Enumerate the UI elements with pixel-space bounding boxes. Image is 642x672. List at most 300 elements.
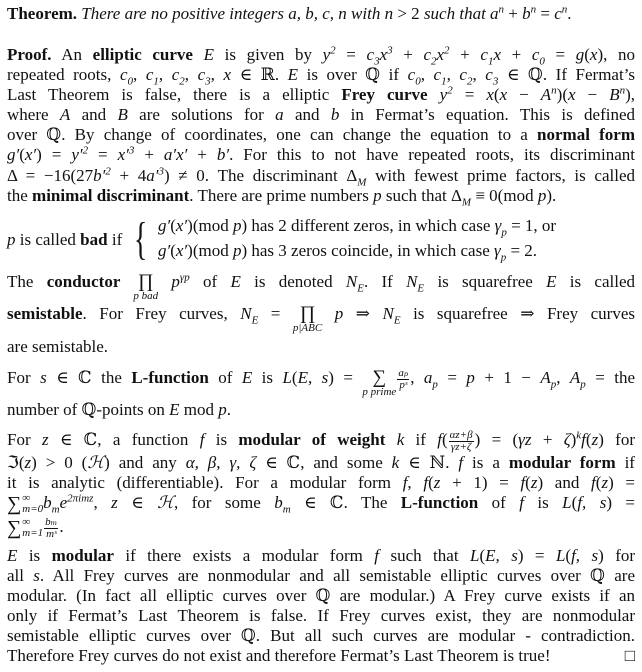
- math-italic: e: [59, 493, 68, 512]
- math-italic: B: [609, 85, 620, 104]
- text: For: [7, 430, 42, 449]
- math-italic: z: [530, 473, 538, 492]
- math-italic: f: [458, 453, 464, 472]
- bold-term: modular of weight: [238, 430, 397, 449]
- text: mod: [179, 400, 219, 419]
- text: (: [525, 473, 531, 492]
- math-italic: p: [171, 272, 180, 291]
- text: Therefore Frey curves do not exist and therefore Fermat’s Last Theorem is true!: [7, 646, 551, 665]
- bold-term: elliptic curve: [92, 45, 204, 64]
- math-italic: g′: [158, 241, 171, 260]
- operator-limit: p bad: [133, 290, 159, 302]
- math-italic: s: [33, 566, 40, 585]
- subscript: p: [580, 378, 586, 391]
- text: An: [51, 45, 93, 64]
- upper-limit: ∞: [22, 516, 31, 529]
- proof-line: [7, 44, 635, 66]
- math-italic: g′: [7, 145, 20, 164]
- math-italic: f: [591, 473, 596, 492]
- math-italic: b: [522, 4, 531, 23]
- fraction: [397, 368, 409, 391]
- text: ,: [133, 65, 146, 84]
- qed-symbol: □: [624, 646, 635, 665]
- math-italic: L: [562, 493, 572, 512]
- sum-limits: [22, 517, 43, 539]
- text: ∈ ℚ. If Fermat’s: [498, 65, 636, 84]
- math-italic: γz: [518, 430, 532, 449]
- text: ⇒: [343, 304, 383, 323]
- math-italic: E: [169, 400, 180, 419]
- math-italic: z: [111, 493, 118, 512]
- text: ∈ ℂ. The: [290, 493, 401, 512]
- sum-limits: [22, 493, 43, 515]
- math-italic: a: [275, 105, 284, 124]
- text: are semistable.: [7, 337, 109, 356]
- big-operator: [293, 303, 322, 334]
- text: ).: [546, 186, 557, 205]
- subscript: m: [51, 503, 60, 516]
- proof-line: [7, 336, 635, 358]
- subscript: 1: [153, 75, 159, 88]
- math-italic: x′: [175, 216, 188, 235]
- proof-line: [7, 645, 635, 667]
- text: if there exists a modular form: [113, 546, 375, 565]
- subscript: 2: [466, 75, 473, 88]
- text: is: [252, 368, 283, 387]
- text: (: [441, 430, 448, 449]
- math-italic: f: [519, 493, 524, 512]
- math-italic: y: [322, 45, 331, 64]
- math-italic: f, s: [571, 546, 599, 565]
- text: repeated roots,: [7, 65, 120, 84]
- superscript: 2: [105, 165, 111, 178]
- math-italic: z: [41, 430, 49, 449]
- math-italic: y′: [71, 145, 83, 164]
- text: .: [59, 517, 64, 536]
- text: +: [392, 45, 424, 64]
- text: (: [170, 216, 176, 235]
- math-italic: c: [171, 65, 180, 84]
- bold-term: modular: [51, 546, 114, 565]
- proof-line: [7, 366, 636, 398]
- fraction: [449, 430, 474, 453]
- superscript: n: [551, 84, 557, 97]
- text: = 2.: [506, 241, 538, 260]
- subscript: M: [461, 196, 472, 209]
- text: =: [258, 304, 293, 323]
- denominator: mˢ: [46, 527, 57, 540]
- subscript: 3: [374, 55, 380, 68]
- math-italic: N: [406, 272, 418, 291]
- text: ) =: [606, 493, 635, 512]
- text: [322, 304, 335, 323]
- math-italic: z: [24, 453, 32, 472]
- math-italic: L: [469, 546, 480, 565]
- subscript: 1: [487, 55, 494, 68]
- proof-line: [7, 303, 635, 334]
- proof-line: [7, 625, 635, 647]
- bold-term: bad: [80, 230, 108, 249]
- text: and: [70, 105, 118, 124]
- operator-symbol: ∑: [372, 367, 387, 388]
- math-italic: c: [554, 4, 562, 23]
- bold-term: L-function: [400, 493, 479, 512]
- math-italic: E, s: [297, 368, 329, 387]
- proof-line: [7, 516, 635, 538]
- bold-term: normal form: [537, 125, 635, 144]
- text: it is analytic (differentiable). For a modular form: [7, 473, 403, 492]
- text: ) for: [598, 430, 635, 449]
- proof-line: [7, 605, 635, 627]
- math-italic: p: [232, 241, 242, 260]
- text: . For this to not have repeated roots, its discriminant: [229, 145, 635, 164]
- math-italic: y: [439, 85, 448, 104]
- text: ∈ ℂ, a function: [48, 430, 200, 449]
- math-italic: b: [330, 105, 340, 124]
- text: =: [88, 145, 118, 164]
- math-italic: ℋ: [157, 493, 174, 512]
- text: only if Fermat’s Last Theorem is false. If Frey curves exist, they are nonmodular: [7, 606, 635, 625]
- numerator: aₚ: [398, 366, 409, 379]
- math-italic: a′: [146, 166, 159, 185]
- superscript: 2: [447, 84, 453, 97]
- denominator: γz+ζ: [450, 440, 472, 453]
- subscript: p: [500, 251, 507, 264]
- math-italic: L: [555, 546, 566, 565]
- math-italic: ζ: [563, 430, 571, 449]
- proof-line: [7, 545, 635, 567]
- subscript: E: [251, 314, 259, 327]
- big-operator: [133, 271, 158, 302]
- math-italic: α, β, γ, ζ: [185, 453, 257, 472]
- text: of: [478, 493, 520, 512]
- text: ,: [410, 368, 424, 387]
- bold-term: L-function: [131, 368, 209, 387]
- text: ∈ ℝ.: [231, 65, 288, 84]
- sum-symbol: ∑: [7, 517, 22, 540]
- text: +: [504, 4, 523, 23]
- text: The: [7, 272, 47, 291]
- text: ), no: [597, 45, 635, 64]
- math-italic: f, s: [577, 493, 607, 512]
- text: ) and: [537, 473, 592, 492]
- text: ) ≠ 0. The discriminant Δ: [163, 166, 358, 185]
- operator-symbol: ∏: [137, 271, 154, 292]
- text: .: [567, 4, 572, 23]
- superscript: 3: [158, 165, 164, 178]
- math-italic: E: [241, 368, 253, 387]
- text: ,: [184, 65, 198, 84]
- math-italic: E: [546, 272, 557, 291]
- text: ) =: [608, 473, 635, 492]
- text: +: [449, 45, 481, 64]
- text: is a: [463, 453, 509, 472]
- math-italic: A: [59, 105, 71, 124]
- text: is squarefree: [424, 272, 547, 291]
- subscript: M: [357, 176, 367, 189]
- text: > 2: [397, 4, 424, 23]
- text: ),: [625, 85, 635, 104]
- bold-term: Frey curve: [341, 85, 440, 104]
- math-italic: c: [480, 45, 488, 64]
- text: . All Frey curves are nonmodular and all semistable elliptic curves over ℚ are: [39, 566, 635, 585]
- lower-limit: m=1: [22, 527, 44, 540]
- superscript: 3: [387, 44, 393, 57]
- math-italic: g′: [158, 216, 171, 235]
- math-italic: f: [374, 546, 380, 565]
- math-italic: k: [391, 453, 400, 472]
- text: = 1, or: [506, 216, 557, 235]
- sum-with-limits: [7, 493, 43, 515]
- text: (: [428, 473, 434, 492]
- bold-term: Proof.: [7, 45, 52, 64]
- superscript: 3: [128, 144, 135, 157]
- math-italic: f: [581, 430, 586, 449]
- subscript: 3: [205, 75, 211, 88]
- superscript: n: [619, 84, 626, 97]
- math-italic: γ: [494, 241, 501, 260]
- math-italic: c: [423, 45, 431, 64]
- text: +: [134, 145, 164, 164]
- math-italic: b′: [93, 166, 106, 185]
- proof-line: [7, 64, 635, 86]
- superscript: 2πimz: [67, 492, 94, 505]
- text: is given by: [214, 45, 323, 64]
- text: (: [479, 546, 486, 565]
- math-italic: x: [486, 85, 494, 104]
- denominator: pˢ: [399, 378, 408, 391]
- proof-line: [7, 472, 635, 494]
- math-italic: x′: [175, 241, 188, 260]
- math-italic: k: [396, 430, 405, 449]
- text: ) for: [598, 546, 636, 565]
- math-italic: b′: [216, 145, 230, 164]
- bold-term: Theorem.: [7, 4, 78, 23]
- sum-symbol: ∑: [7, 493, 22, 516]
- text: +: [531, 430, 564, 449]
- text: where: [7, 105, 60, 124]
- math-italic: z: [601, 473, 609, 492]
- text: =: [452, 85, 487, 104]
- subscript: 2: [431, 55, 437, 68]
- math-italic: x: [379, 45, 388, 64]
- subscript: 0: [539, 55, 545, 68]
- text: and: [283, 105, 331, 124]
- text: (: [493, 85, 500, 104]
- text: +: [187, 145, 217, 164]
- math-italic: c: [433, 65, 442, 84]
- text: semistable elliptic curves over ℚ. But all such curves are modular - contradiction.: [7, 626, 635, 645]
- math-italic: f: [437, 430, 442, 449]
- proof-line: [7, 165, 635, 187]
- proof-line: [7, 124, 635, 146]
- text: .: [226, 400, 231, 419]
- text: ,: [446, 65, 460, 84]
- theorem-statement: [7, 3, 635, 25]
- text: ) > 0 (: [31, 453, 88, 472]
- math-italic: p: [232, 216, 242, 235]
- text: with fewest prime factors, is called: [366, 166, 635, 185]
- math-italic: x: [436, 45, 445, 64]
- numerator: bₘ: [45, 515, 58, 528]
- text: ℑ(: [7, 453, 25, 472]
- math-italic: p: [218, 400, 227, 419]
- bad-case-line: [158, 240, 537, 262]
- text: (: [19, 145, 25, 164]
- proof-line: [7, 399, 635, 421]
- math-italic: E: [287, 65, 299, 84]
- text: . For Frey curves,: [82, 304, 241, 323]
- math-italic: x: [499, 85, 508, 104]
- text: (: [584, 45, 590, 64]
- math-italic: p: [7, 230, 16, 249]
- text: + 4: [110, 166, 147, 185]
- math-italic: such that a: [423, 4, 499, 23]
- text: modular. (In fact all elliptic curves over ℚ are modular.) A Frey curve exists if an: [7, 586, 635, 605]
- text: −: [507, 85, 541, 104]
- math-italic: A: [569, 368, 581, 387]
- bad-prime-label: [7, 229, 122, 251]
- text: , for some: [173, 493, 275, 512]
- proof-line: [7, 144, 635, 166]
- subscript: E: [417, 282, 425, 295]
- text: ∈ ℂ, and some: [256, 453, 392, 472]
- superscript: γp: [179, 271, 190, 284]
- text: [158, 272, 171, 291]
- math-italic: c: [119, 65, 128, 84]
- upper-limit: ∞: [22, 492, 31, 505]
- text: is: [524, 493, 563, 512]
- text: Δ = −16(27: [7, 166, 94, 185]
- math-italic: E: [7, 546, 18, 565]
- text: ,: [420, 65, 434, 84]
- text: )(mod: [187, 216, 233, 235]
- text: (: [565, 546, 572, 565]
- text: is squarefree ⇒ Frey curves: [400, 304, 635, 323]
- subscript: p: [432, 378, 438, 391]
- operator-symbol: ∏: [299, 303, 316, 324]
- bad-case-line: [158, 215, 556, 237]
- text: is called: [556, 272, 635, 291]
- text: in Fermat’s equation. This is defined: [339, 105, 636, 124]
- math-italic: E: [230, 272, 241, 291]
- proof-line: [7, 452, 635, 474]
- math-italic: ℋ: [87, 453, 105, 472]
- math-italic: c: [197, 65, 206, 84]
- text: (: [585, 430, 592, 449]
- math-italic: x′: [24, 145, 37, 164]
- text: are solutions for: [127, 105, 276, 124]
- text: (: [170, 241, 176, 260]
- math-italic: f: [423, 473, 429, 492]
- text: )(mod: [187, 241, 233, 260]
- proof-line: [7, 271, 635, 302]
- proof-line: [7, 84, 635, 106]
- text: . There are prime numbers: [189, 186, 374, 205]
- text: =: [536, 4, 555, 23]
- text: of: [189, 272, 231, 291]
- math-italic: p: [466, 368, 475, 387]
- text: ) and any: [104, 453, 186, 472]
- math-italic: c: [407, 65, 416, 84]
- bold-term: minimal discriminant: [32, 186, 190, 205]
- math-italic: f: [402, 473, 408, 492]
- text: (: [571, 493, 578, 512]
- superscript: 2: [330, 44, 336, 57]
- bold-term: semistable: [7, 304, 83, 323]
- text: of: [208, 368, 242, 387]
- text: ): [570, 430, 577, 449]
- sum-with-limits: [7, 517, 43, 539]
- superscript: k: [576, 429, 582, 442]
- text: ) =: [517, 546, 556, 565]
- text: = the: [585, 368, 636, 387]
- subscript: 2: [179, 75, 185, 88]
- text: ,: [210, 65, 224, 84]
- math-italic: p: [537, 186, 547, 205]
- subscript: p: [501, 226, 507, 239]
- math-italic: f: [199, 430, 205, 449]
- math-italic: There are no positive integers a, b, c, n with n: [81, 4, 398, 23]
- bold-term: conductor: [46, 272, 134, 291]
- text: )(: [556, 85, 568, 104]
- subscript: E: [393, 314, 401, 327]
- text: over ℚ. By change of coordinates, one can change the equation to a: [7, 125, 538, 144]
- proof-line: [7, 585, 635, 607]
- math-italic: x: [493, 45, 501, 64]
- big-operator: [362, 367, 396, 398]
- text: ) has 2 different zeros, in which case: [241, 216, 495, 235]
- proof-line: [7, 429, 635, 451]
- text: ∈ ℕ.: [399, 453, 459, 472]
- text: is: [204, 430, 239, 449]
- superscript: n: [498, 3, 505, 16]
- proof-line: [7, 185, 635, 207]
- subscript: E: [357, 282, 364, 295]
- text: if: [615, 453, 635, 472]
- math-italic: B: [117, 105, 128, 124]
- subscript: m: [282, 503, 291, 516]
- math-italic: N: [382, 304, 394, 323]
- text: + 1 −: [474, 368, 541, 387]
- text: ,: [472, 65, 486, 84]
- bold-term: modular form: [508, 453, 616, 472]
- text: is denoted: [240, 272, 346, 291]
- text: ≡ 0(mod: [471, 186, 538, 205]
- numerator: αz+β: [449, 428, 473, 441]
- math-italic: γ: [494, 216, 502, 235]
- subscript: p: [550, 378, 557, 391]
- math-italic: N: [345, 272, 358, 291]
- text: ,: [556, 368, 570, 387]
- text: (: [291, 368, 298, 387]
- math-italic: b: [43, 493, 52, 512]
- text: (: [595, 473, 602, 492]
- text: ∈: [117, 493, 158, 512]
- text: if: [107, 230, 123, 249]
- math-italic: p: [334, 304, 344, 323]
- math-italic: N: [240, 304, 252, 323]
- text: ,: [93, 493, 112, 512]
- math-italic: E, s: [485, 546, 518, 565]
- text: ) has 3 zeros coincide, in which case: [241, 241, 494, 260]
- text: number of ℚ-points on: [7, 400, 170, 419]
- math-italic: c: [459, 65, 467, 84]
- text: ) = (: [474, 430, 519, 449]
- math-italic: x: [567, 85, 576, 104]
- math-italic: E: [203, 45, 214, 64]
- operator-limit: p|ABC: [292, 322, 323, 334]
